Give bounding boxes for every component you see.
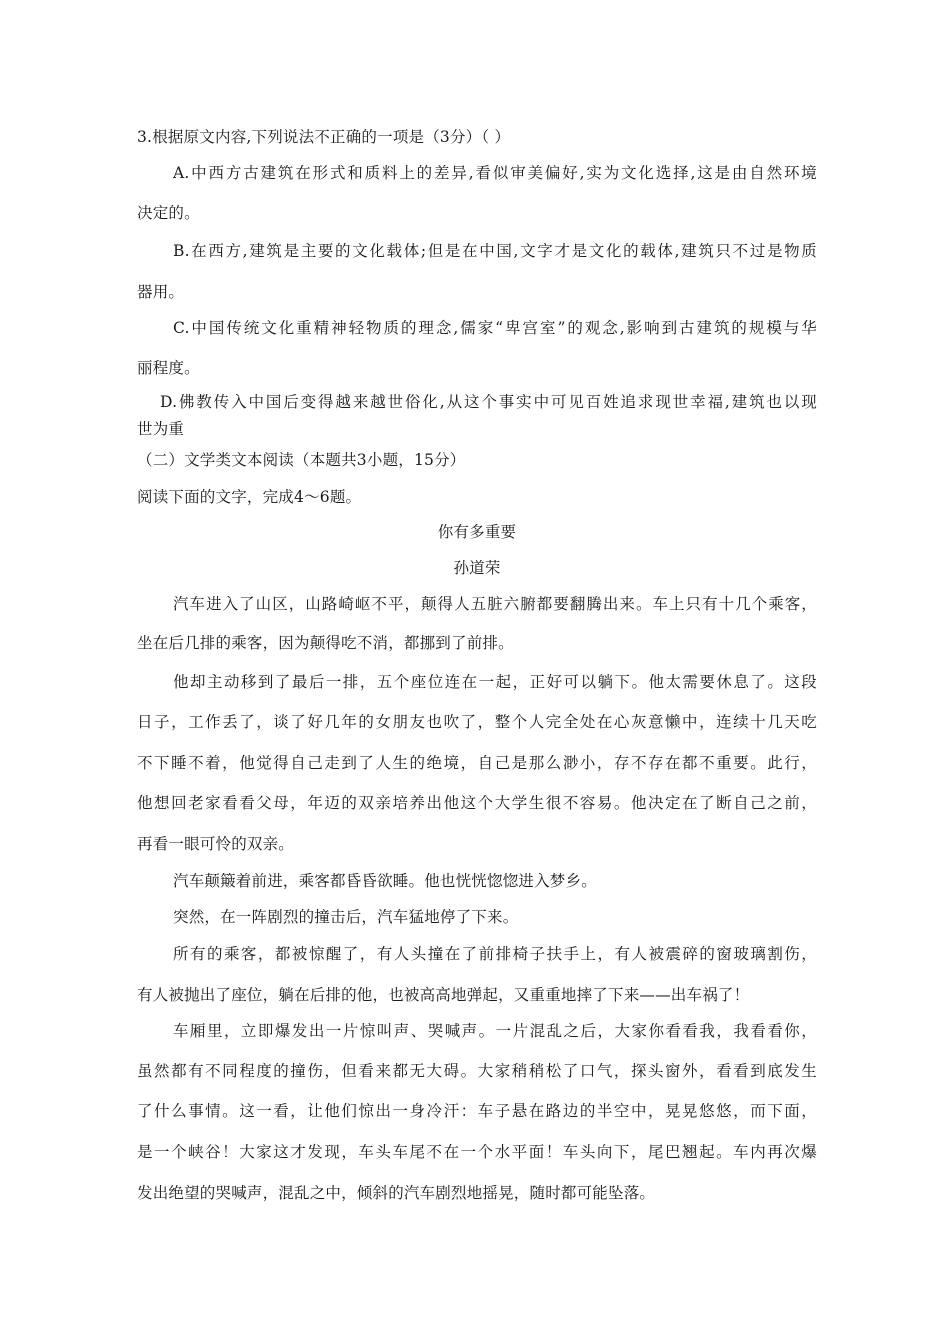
reading-instruction: 阅读下面的文字，完成4～6题。	[137, 488, 362, 506]
option-c-line-1: C.中国传统文化重精神轻物质的理念,儒家“卑宫室”的观念,影响到古建筑的规模与华	[173, 319, 817, 337]
story-author: 孙道荣	[453, 559, 501, 577]
paragraph-6-line-3: 了什么事情。这一看，让他们惊出一身冷汗：车子悬在路边的半空中，晃晃悠悠，而下面，	[137, 1102, 817, 1120]
paragraph-2-line-4: 他想回老家看看父母，年迈的双亲培养出他这个大学生很不容易。他决定在了断自己之前，	[137, 794, 817, 812]
story-title: 你有多重要	[437, 523, 517, 541]
paragraph-6-line-1: 车厢里，立即爆发出一片惊叫声、哭喊声。一片混乱之后，大家你看看我，我看看你，	[173, 1022, 817, 1040]
paragraph-5-line-1: 所有的乘客，都被惊醒了，有人头撞在了前排椅子扶手上，有人被震碎的窗玻璃割伤，	[173, 945, 817, 963]
paragraph-2-line-3: 不下睡不着，他觉得自己走到了人生的绝境，自己是那么渺小，存不存在都不重要。此行，	[137, 754, 817, 772]
paragraph-1-line-2: 坐在后几排的乘客，因为颠得吃不消，都挪到了前排。	[137, 634, 514, 652]
paragraph-2-line-2: 日子，工作丢了，谈了好几年的女朋友也吹了，整个人完全处在心灰意懒中，连续十几天吃	[137, 713, 817, 731]
paragraph-3-line-1: 汽车颠簸着前进，乘客都昏昏欲睡。他也恍恍惚惚进入梦乡。	[173, 872, 597, 890]
paragraph-4-line-1: 突然，在一阵剧烈的撞击后，汽车猛地停了下来。	[173, 908, 519, 926]
paragraph-6-line-4: 是一个峡谷！大家这才发现，车头车尾不在一个水平面！车头向下，尾巴翘起。车内再次爆	[137, 1143, 817, 1161]
paragraph-5-line-2: 有人被抛出了座位，躺在后排的他，也被高高地弹起，又重重地摔了下来——出车祸了！	[137, 986, 750, 1004]
paragraph-6-line-2: 虽然都有不同程度的撞伤，但看来都无大碍。大家稍稍松了口气，探头窗外，看看到底发生	[137, 1062, 817, 1080]
option-d-line-1: D.佛教传入中国后变得越来越世俗化,从这个事实中可见百姓追求现世幸福,建筑也以现	[160, 393, 817, 411]
paragraph-6-line-5: 发出绝望的哭喊声，混乱之中，倾斜的汽车剧烈地摇晃，随时都可能坠落。	[137, 1184, 656, 1202]
option-b-line-2: 器用。	[137, 283, 185, 301]
option-a-line-2: 决定的。	[137, 204, 200, 222]
option-c-line-2: 丽程度。	[137, 359, 200, 377]
paragraph-2-line-5: 再看一眼可怜的双亲。	[137, 835, 295, 853]
section-heading: （二）文学类文本阅读（本题共3小题，15分）	[137, 451, 466, 469]
option-b-line-1: B.在西方,建筑是主要的文化载体;但是在中国,文字才是文化的载体,建筑只不过是物质	[173, 242, 817, 260]
option-a-line-1: A.中西方古建筑在形式和质料上的差异,看似审美偏好,实为文化选择,这是由自然环境	[173, 164, 817, 182]
option-d-line-2: 世为重	[137, 420, 185, 438]
paragraph-1-line-1: 汽车进入了山区，山路崎岖不平，颠得人五脏六腑都要翻腾出来。车上只有十几个乘客，	[173, 595, 817, 613]
paragraph-2-line-1: 他却主动移到了最后一排，五个座位连在一起，正好可以躺下。他太需要休息了。这段	[173, 673, 817, 691]
question-3-stem: 3.根据原文内容,下列说法不正确的一项是（3分）（ ）	[137, 128, 511, 146]
